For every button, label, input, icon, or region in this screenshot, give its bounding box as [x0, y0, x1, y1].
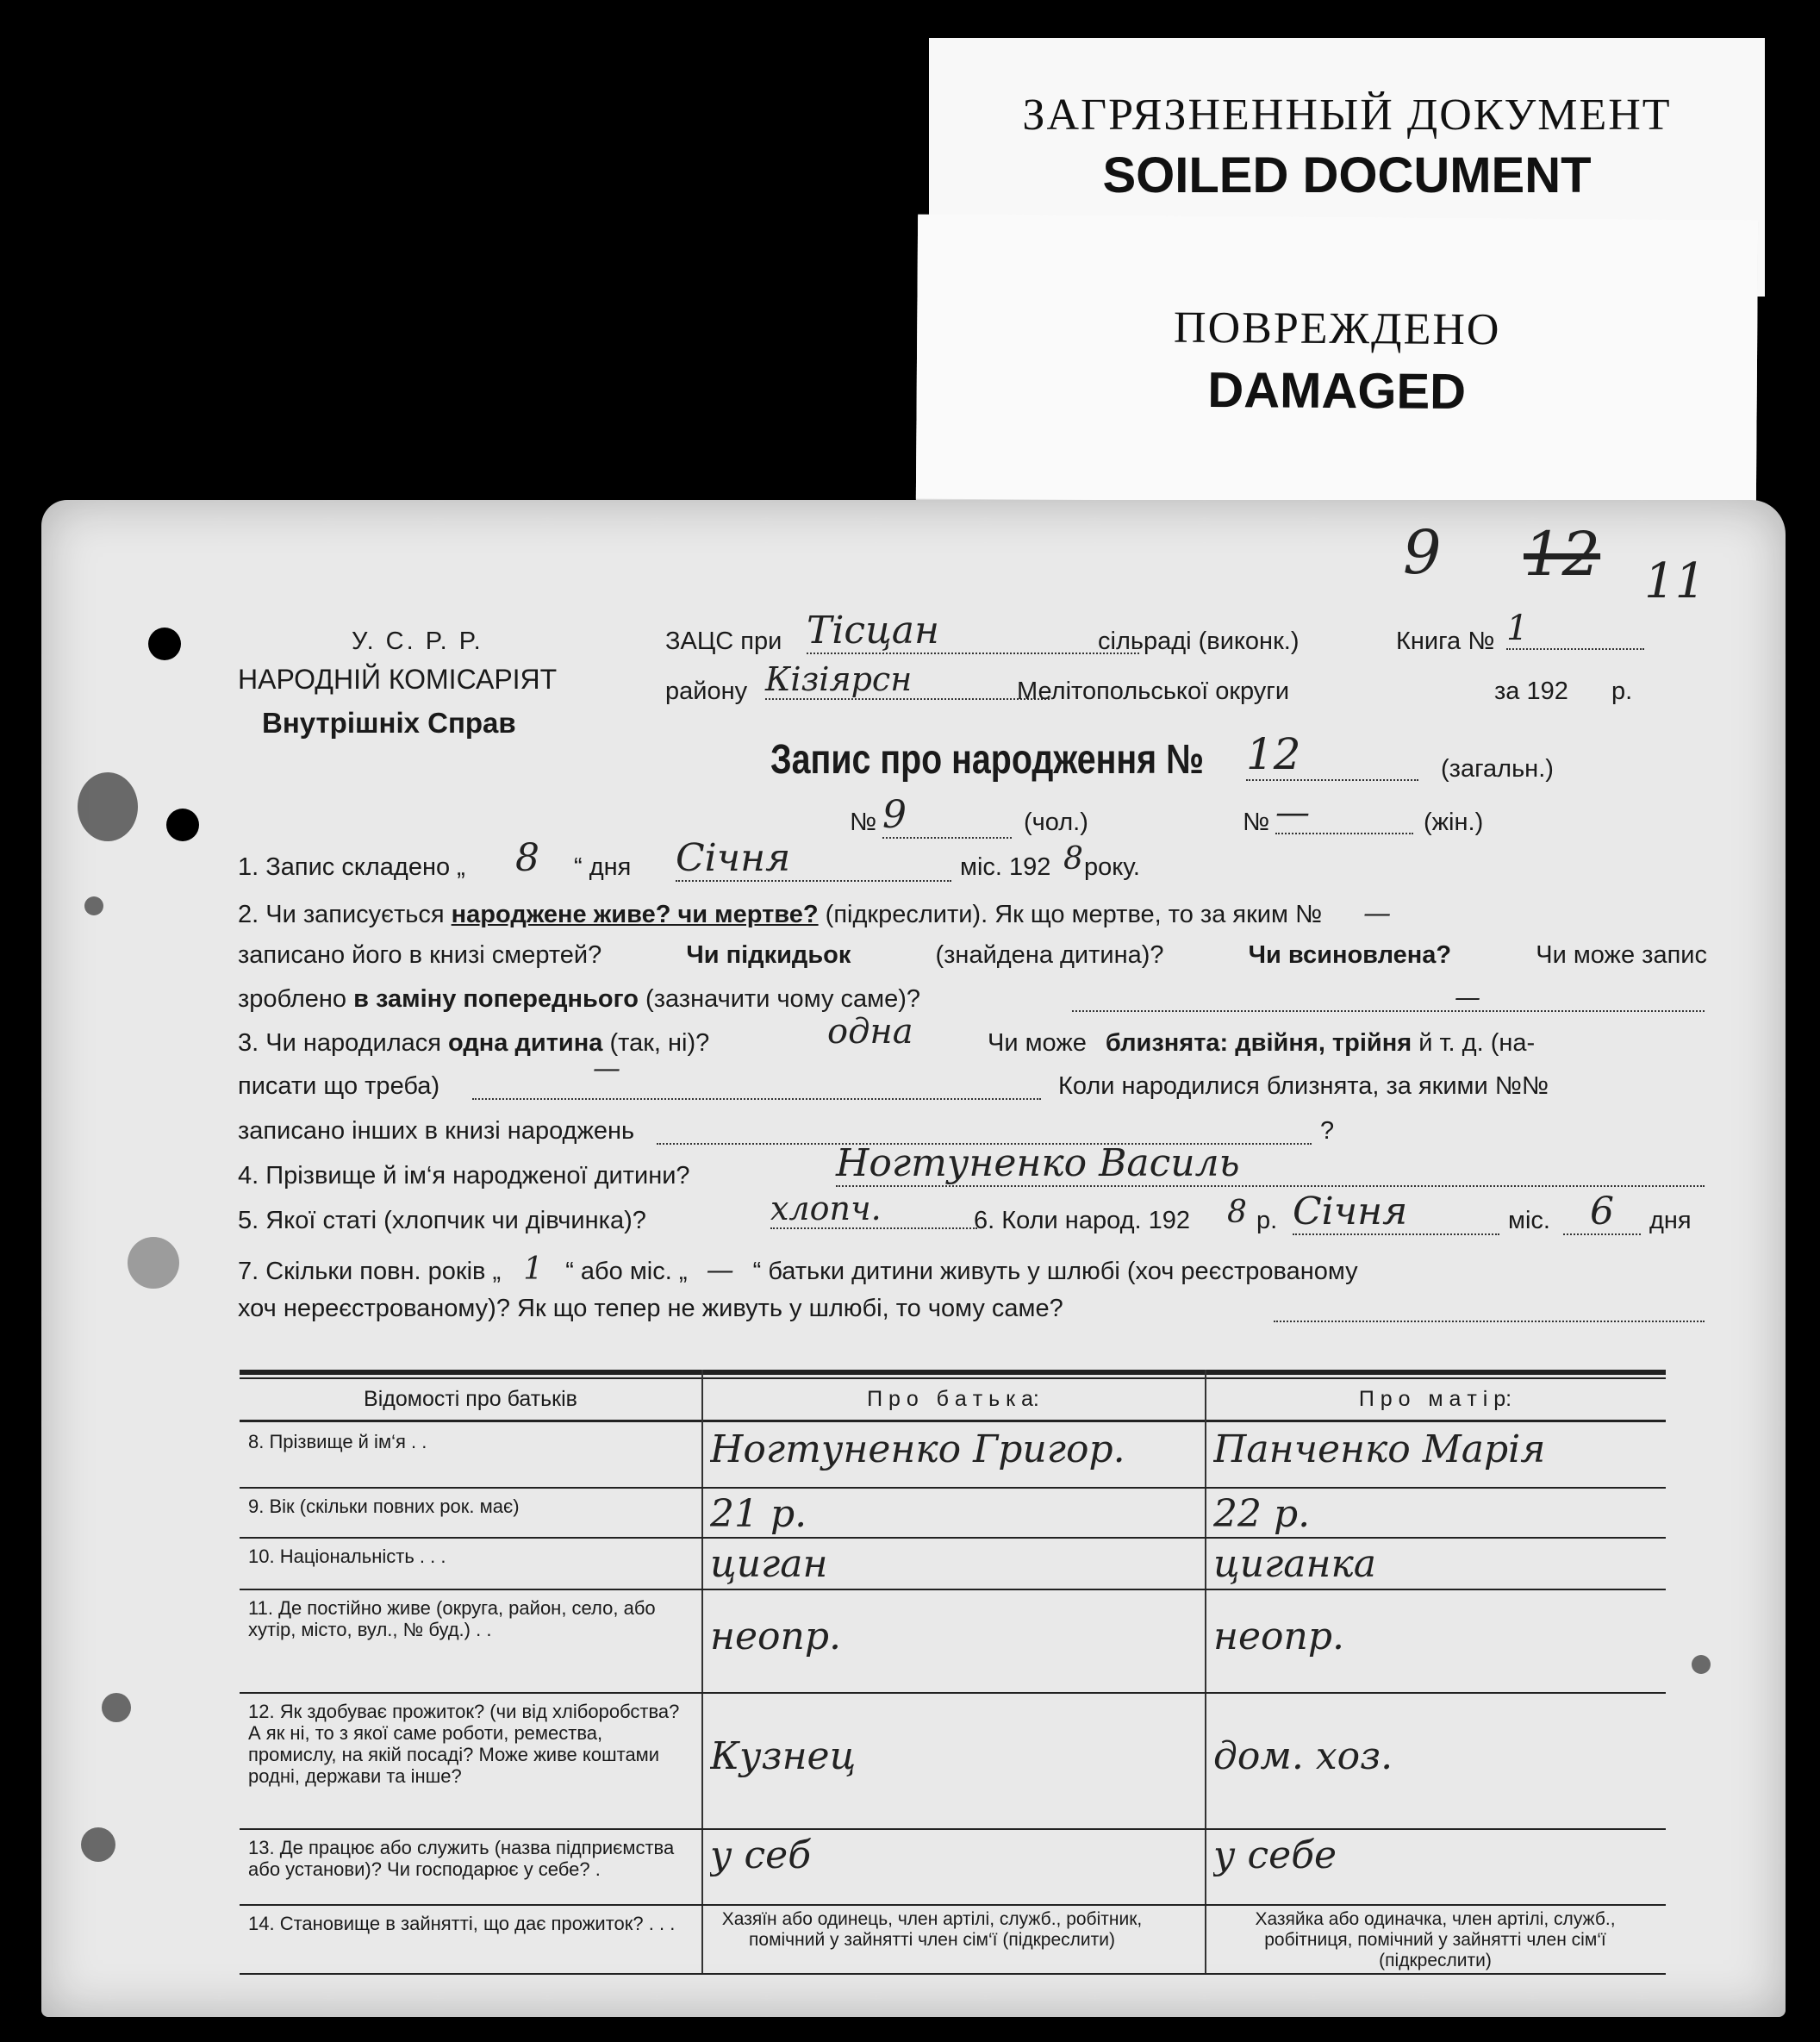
male-number: 9	[882, 793, 1012, 839]
marriage-years-value: 1	[523, 1252, 544, 1287]
zacs-value: Тісцан	[807, 609, 1139, 654]
q7-text-a: 7. Скільки повн. років „	[238, 1258, 502, 1285]
female-label: (жін.)	[1424, 809, 1484, 836]
q7-line-1	[238, 1252, 1358, 1287]
q2-replacement-value: —	[1455, 983, 1480, 1013]
q2-foundling: Чи підкидьок	[686, 941, 851, 969]
table-mother-value: у себе	[1213, 1833, 1337, 1877]
q1-text-b: “ дня	[574, 853, 632, 881]
q3-line-1a	[238, 1029, 709, 1058]
table-row-label: 11. Де постійно живе (округа, район, село, або хутір, місто, вул., № буд.) . .	[248, 1597, 656, 1640]
corner-number-third: 11	[1644, 553, 1706, 609]
q3-twins: близнята: двійня, трійня	[1105, 1029, 1412, 1057]
q6-text-a: 6. Коли народ. 192	[974, 1207, 1190, 1234]
q2-replacement: в заміну попереднього	[353, 985, 639, 1013]
corner-number-second: 12	[1524, 519, 1601, 590]
council-label: сільраді (виконк.)	[1098, 628, 1300, 655]
year-label: за 192	[1494, 678, 1568, 705]
q3-text-g: записано інших в книзі народжень	[238, 1117, 635, 1145]
table-father-value: 21 р.	[710, 1492, 807, 1536]
q7-text-line-2: хоч нереєстрованому)? Як що тепер не живуть у шлюбі, то чому саме?	[238, 1295, 1063, 1322]
punch-hole	[166, 809, 199, 841]
q3-answer-line	[472, 1098, 1041, 1100]
table-row-label: 8. Прізвище й ім‘я . .	[248, 1431, 427, 1452]
q6-text-c: міс.	[1508, 1207, 1550, 1234]
q2-text-a: 2. Чи записується	[238, 901, 445, 928]
table-mother-value: циганка	[1213, 1542, 1376, 1586]
damaged-notice-ru: ПОВРЕЖДЕНО	[1173, 303, 1501, 355]
q6-year-digit: 8	[1227, 1195, 1247, 1230]
table-father-value: Хазяїн або одинець, член артілі, служб., робітник, помічний у зайнятті член сім‘ї (підкреслити)	[721, 1909, 1143, 1950]
q2-line-2	[238, 941, 1707, 970]
table-row-divider	[240, 1973, 1666, 1975]
q3-write-value: —	[593, 1052, 620, 1084]
q2-death-no: —	[1363, 896, 1392, 929]
marriage-months-value: —	[706, 1253, 734, 1286]
q3-line-1b	[988, 1029, 1535, 1058]
q3-single-value: одна	[827, 1012, 913, 1052]
parents-table	[240, 1370, 1666, 1973]
q2-answer-line	[1072, 1010, 1705, 1012]
q5-label: 5. Якої статі (хлопчик чи дівчинка)?	[238, 1207, 646, 1234]
birth-month-value: Січня	[1293, 1190, 1499, 1235]
table-row-label: 12. Як здобуває прожиток? (чи від хліборобства? А як ні, то з якої саме роботи, ремества, промислу, на якій посаді? Може живе коштами родні, держави та інше?	[248, 1701, 680, 1787]
table-mother-value: 22 р.	[1213, 1492, 1311, 1536]
q3-text-a: 3. Чи народилася	[238, 1029, 441, 1057]
q2-text-d: (знайдена дитина)?	[935, 941, 1164, 969]
q7-text-b: “ або міс. „	[565, 1258, 688, 1285]
q6-text-b: р.	[1256, 1207, 1278, 1234]
damaged-notice-card	[916, 215, 1758, 505]
q2-line-3	[238, 985, 920, 1014]
corner-number-first: 9	[1403, 517, 1442, 588]
q2-alive-or-dead: народжене живе? чи мертве?	[451, 901, 819, 928]
record-title: Запис про народження №	[770, 737, 1204, 783]
header-usrr: У. С. Р. Р.	[352, 628, 483, 655]
table-row-label: 13. Де працює або служить (назва підприємства або установи)? Чи господарює у себе? .	[248, 1837, 675, 1880]
okrug-label: Мелітопольської округи	[1017, 678, 1290, 705]
table-father-value: Ногтуненко Григор.	[710, 1427, 1125, 1471]
ink-stain	[84, 896, 103, 915]
soiled-notice-en: SOILED DOCUMENT	[1102, 147, 1592, 203]
q2-text-f: зроблено	[238, 985, 347, 1013]
table-father-value: Кузнец	[710, 1734, 857, 1778]
q2-text-c: записано його в книзі смертей?	[238, 941, 602, 969]
table-father-value: неопр.	[710, 1614, 842, 1658]
q3-text-c: Чи може	[988, 1029, 1087, 1057]
q1-year-digit: 8	[1063, 841, 1083, 877]
q1-text-c: міс. 192	[960, 853, 1051, 881]
table-father-value: циган	[710, 1542, 828, 1586]
ink-stain	[102, 1693, 131, 1722]
q3-text-f: Коли народилися близнята, за якими №№	[1058, 1072, 1549, 1100]
q4-label: 4. Прізвище й ім‘я народженої дитини?	[238, 1162, 690, 1190]
table-head-mother: П р о м а т і р:	[1358, 1387, 1512, 1411]
header-commissariat: НАРОДНІЙ КОМІСАРІЯТ	[238, 664, 558, 695]
table-mother-value: дом. хоз.	[1213, 1734, 1393, 1778]
q3-text-d: й т. д. (на-	[1418, 1029, 1536, 1057]
table-row-divider	[240, 1487, 1666, 1489]
general-number: 12	[1246, 729, 1418, 781]
punch-hole	[148, 628, 181, 660]
damaged-notice-en: DAMAGED	[1207, 361, 1467, 421]
child-sex-value: хлопч.	[770, 1190, 977, 1229]
table-row-divider	[240, 1589, 1666, 1590]
female-number: —	[1275, 793, 1413, 834]
q2-text-g: (зазначити чому саме)?	[645, 985, 920, 1013]
table-head-info: Відомості про батьків	[364, 1387, 577, 1411]
male-no-sign: №	[850, 809, 877, 836]
table-row-label: 14. Становище в зайнятті, що дає прожиток? . . .	[248, 1913, 676, 1934]
table-head-father: П р о б а т ь к а:	[867, 1387, 1039, 1411]
table-row-divider	[240, 1904, 1666, 1906]
male-label: (чол.)	[1024, 809, 1088, 836]
female-no-sign: №	[1243, 809, 1270, 836]
q2-text-b: (підкреслити). Як що мертве, то за яким №	[825, 901, 1323, 928]
table-row-divider	[240, 1537, 1666, 1539]
book-value: 1	[1506, 609, 1644, 650]
table-row-divider	[240, 1828, 1666, 1830]
table-mother-value: Панченко Марія	[1213, 1427, 1546, 1471]
ink-stain	[81, 1827, 115, 1862]
table-mother-value: Хазяйка або одиначка, член артілі, служб., робітниця, помічний у зайнятті член сім‘ї (підкреслити)	[1255, 1909, 1616, 1970]
ink-stain	[128, 1237, 179, 1289]
q3-single-child: одна дитина	[448, 1029, 603, 1057]
q6-text-d: дня	[1649, 1207, 1692, 1234]
birth-record-page	[41, 500, 1786, 2017]
birth-day-value: 6	[1563, 1190, 1641, 1235]
q2-line-1	[238, 896, 1703, 929]
q1-day: 8	[515, 836, 539, 880]
book-label: Книга №	[1396, 628, 1495, 655]
district-value: Кізіярсн	[765, 660, 1050, 700]
q2-adopted: Чи всиновлена?	[1248, 941, 1452, 969]
table-father-value: у себ	[710, 1833, 812, 1877]
table-row-label: 9. Вік (скільки повних рок. має)	[248, 1496, 520, 1517]
header-dept: Внутрішніх Справ	[262, 707, 516, 739]
q3-text-b: (так, ні)?	[609, 1029, 710, 1057]
q3-text-h: ?	[1320, 1117, 1335, 1145]
child-name-value: Ногтуненко Василь	[836, 1141, 1705, 1187]
q3-text-e: писати що треба)	[238, 1072, 440, 1100]
q1-text-d: року.	[1084, 853, 1140, 881]
year-suffix: р.	[1611, 678, 1633, 705]
q1-text-a: 1. Запис складено „	[238, 853, 465, 881]
district-label: району	[665, 678, 748, 705]
table-mother-value: неопр.	[1213, 1614, 1345, 1658]
q7-text-c: “ батьки дитини живуть у шлюбі (хоч реєстрованому	[752, 1258, 1358, 1285]
soiled-notice-ru: ЗАГРЯЗНЕННЫЙ ДОКУМЕНТ	[1022, 91, 1672, 140]
q7-answer-line	[1274, 1321, 1705, 1322]
ink-stain	[78, 772, 138, 841]
table-row-divider	[240, 1692, 1666, 1694]
general-label: (загальн.)	[1441, 755, 1554, 783]
q1-month: Січня	[676, 836, 951, 882]
q2-text-e: Чи може запис	[1536, 941, 1707, 969]
zacs-label: ЗАЦС при	[665, 628, 782, 655]
table-row-label: 10. Національність . . .	[248, 1546, 446, 1567]
